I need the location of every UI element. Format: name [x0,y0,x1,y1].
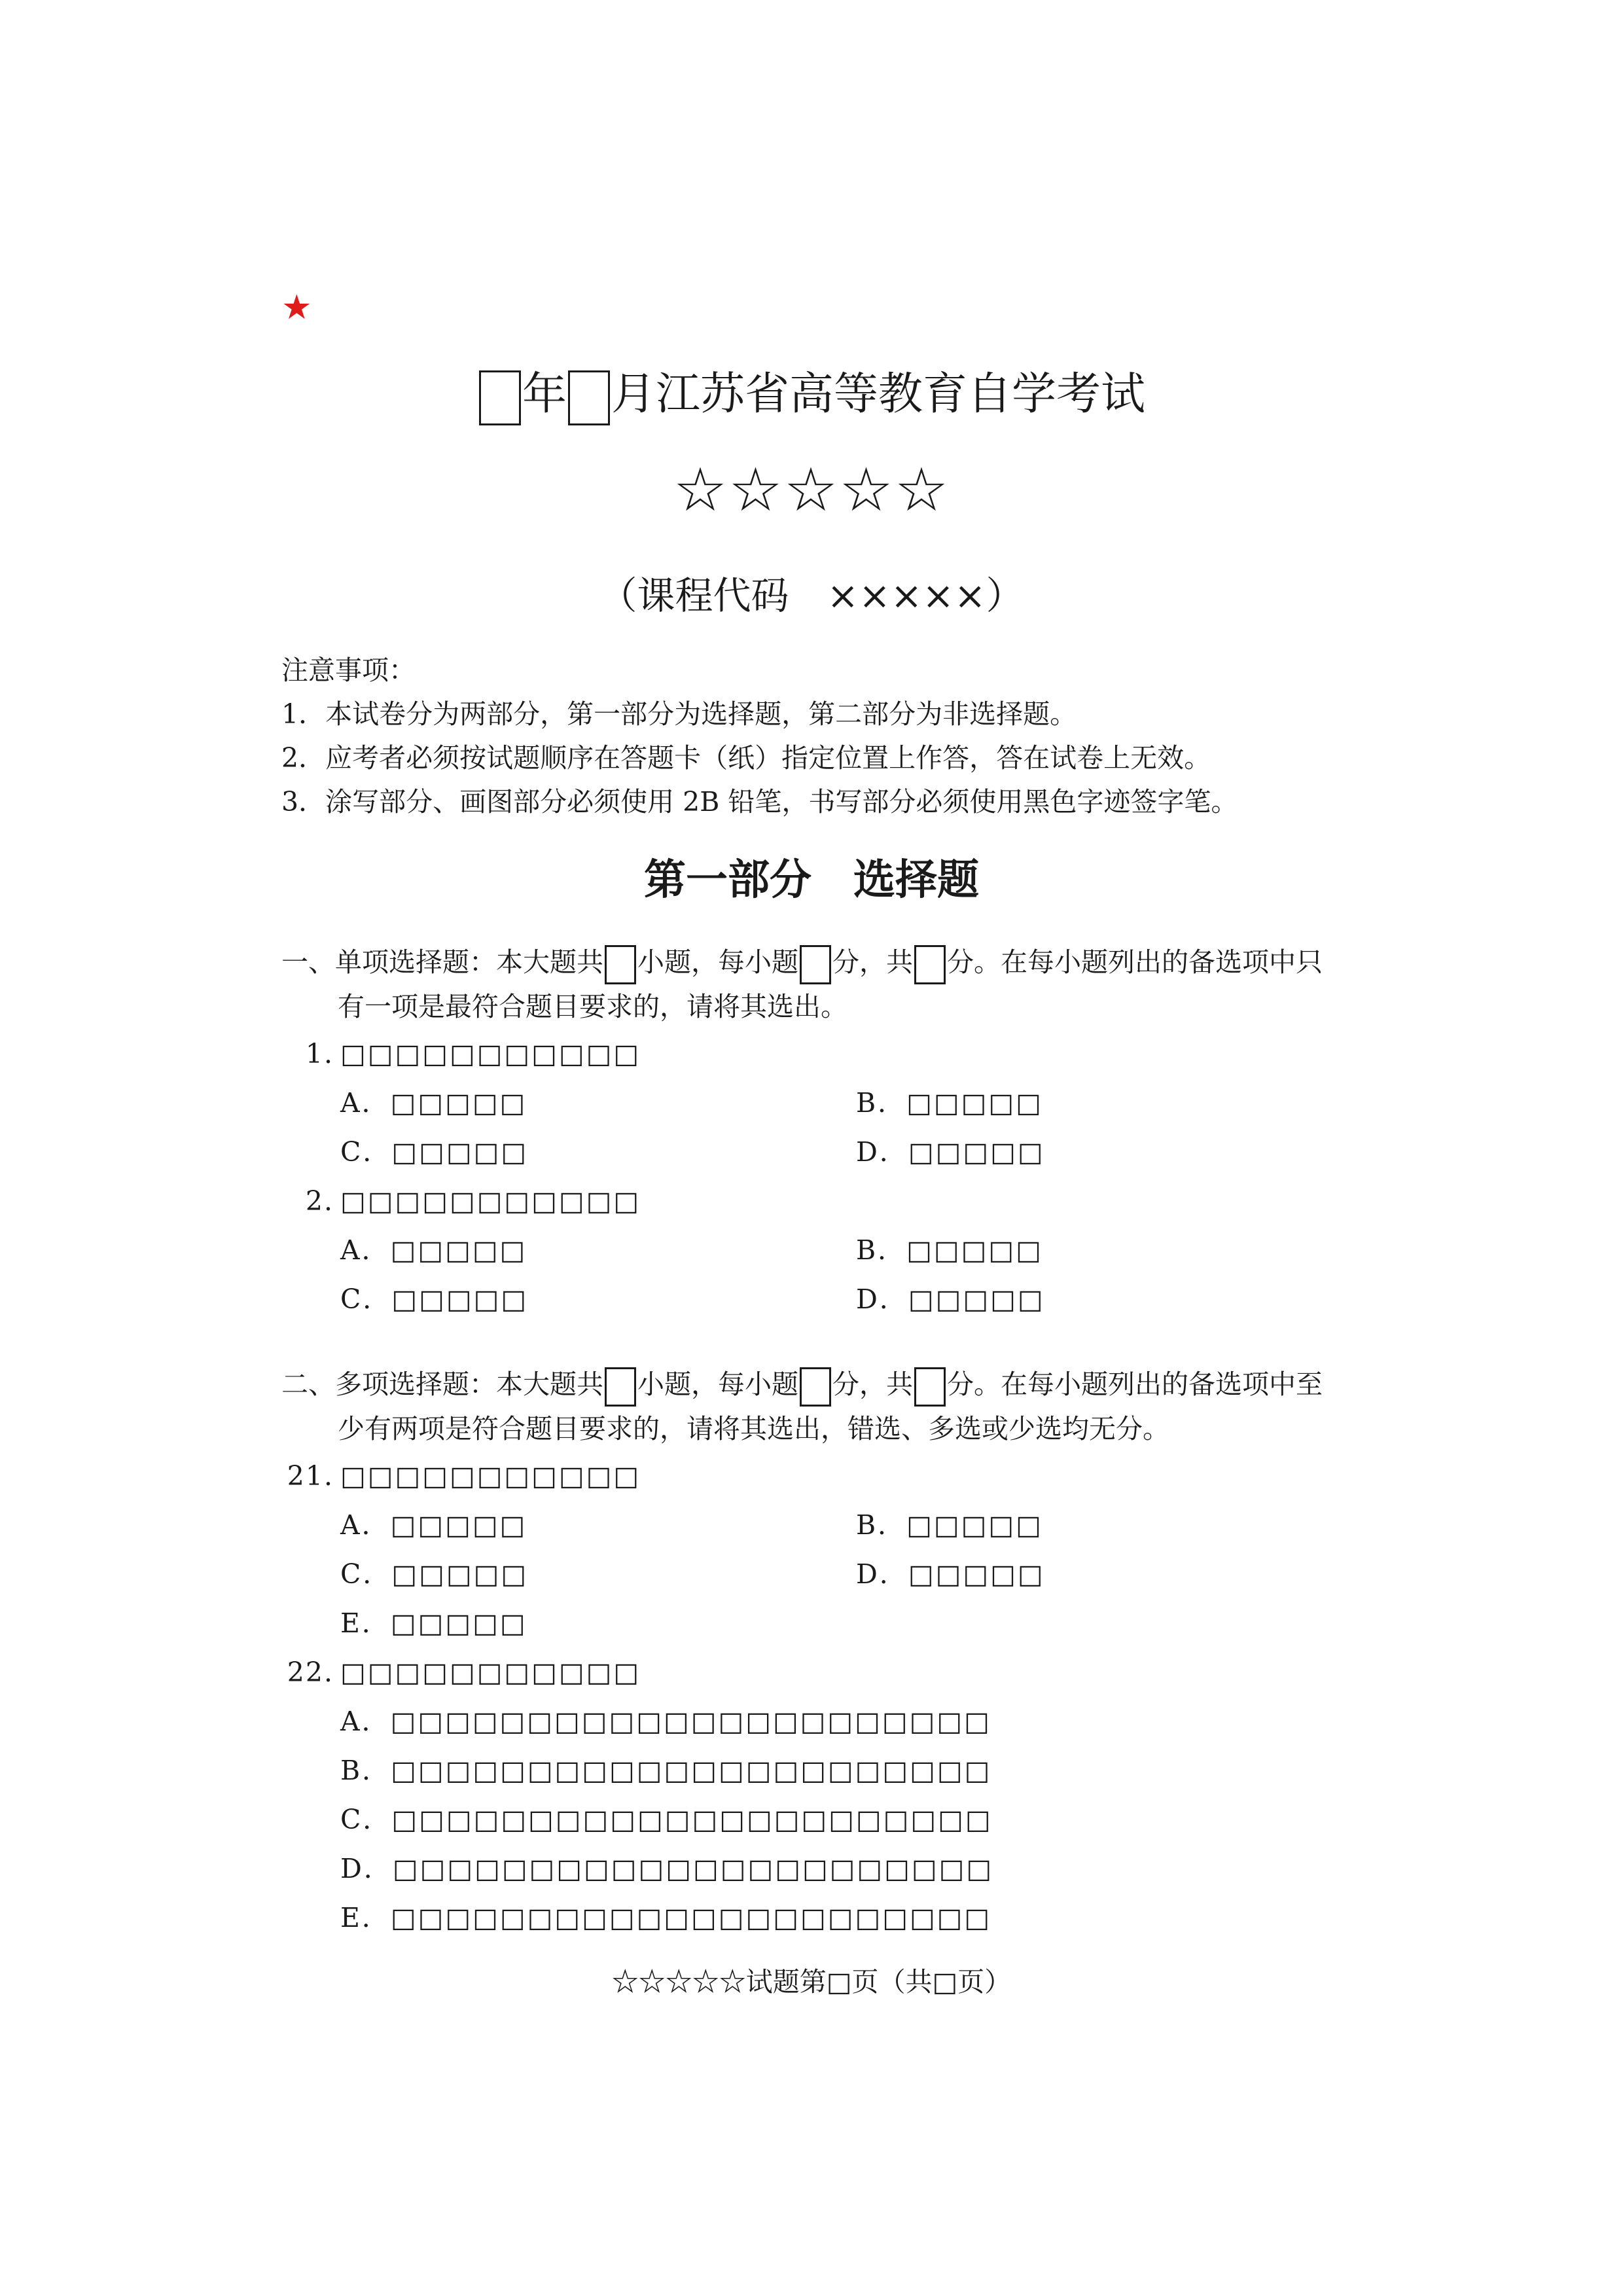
q1-option-d: D．□□□□□ [856,1136,1045,1168]
notice-item-2: 2．应考者必须按试题顺序在答题卡（纸）指定位置上作答，答在试卷上无效。 [281,742,1211,774]
section2-text-1: 二、多项选择题：本大题共 [281,1369,603,1400]
q2-option-c: C．□□□□□ [340,1283,529,1315]
course-code: （课程代码 ×××××） [599,573,1024,618]
q22-text: □□□□□□□□□□□ [340,1657,641,1688]
page-footer: ☆☆☆☆☆试题第□页（共□页） [611,1966,1012,1998]
q2-option-b: B．□□□□□ [856,1234,1043,1266]
section1-text-1: 一、单项选择题：本大题共 [281,946,603,978]
q22-option-b: B．□□□□□□□□□□□□□□□□□□□□□□ [340,1755,992,1786]
section1-points-blank [800,945,831,984]
q2-text: □□□□□□□□□□□ [340,1185,641,1217]
q21-option-d: D．□□□□□ [856,1558,1045,1590]
year-blank [479,370,521,425]
exam-title [0,365,1623,425]
q21-option-c: C．□□□□□ [340,1558,529,1590]
section1-total-blank [914,945,946,984]
section2-text-2: 小题，每小题 [637,1369,798,1400]
q21-option-a: A．□□□□□ [340,1509,527,1541]
q1-text: □□□□□□□□□□□ [340,1038,641,1069]
q2-number: 2. [305,1185,334,1217]
q21-number: 21. [287,1460,334,1492]
q22-option-d: D．□□□□□□□□□□□□□□□□□□□□□□ [340,1853,994,1884]
section2-points-blank [800,1367,831,1407]
notice-heading: 注意事项： [281,655,416,686]
section1-text-3: 分，共 [832,946,913,978]
month-blank [568,370,610,425]
q21-text: □□□□□□□□□□□ [340,1460,641,1492]
section1-heading-cont: 有一项是最符合题目要求的，请将其选出。 [338,991,847,1022]
notice-item-3: 3．涂写部分、画图部分必须使用 2B 铅笔，书写部分必须使用黑色字迹签字笔。 [281,786,1238,817]
section2-heading [281,1363,1323,1407]
section1-text-4: 分。在每小题列出的备选项中只 [947,946,1323,978]
section2-total-blank [914,1367,946,1407]
section2-text-3: 分，共 [832,1369,913,1400]
q1-option-a: A．□□□□□ [340,1087,527,1119]
section2-text-4: 分。在每小题列出的备选项中至 [947,1369,1323,1400]
q1-number: 1. [305,1038,334,1069]
section1-text-2: 小题，每小题 [637,946,798,978]
q1-option-c: C．□□□□□ [340,1136,529,1168]
star-mark: ★ [281,288,312,327]
subject-title: ☆☆☆☆☆ [673,455,950,525]
q22-option-c: C．□□□□□□□□□□□□□□□□□□□□□□ [340,1804,993,1835]
q2-option-a: A．□□□□□ [340,1234,527,1266]
q2-option-d: D．□□□□□ [856,1283,1045,1315]
q21-option-b: B．□□□□□ [856,1509,1043,1541]
q22-number: 22. [287,1657,334,1688]
part-title: 第一部分 选择题 [644,856,979,905]
notice-item-1: 1．本试卷分为两部分，第一部分为选择题，第二部分为非选择题。 [281,698,1077,730]
section1-count-blank [605,945,636,984]
q21-option-e: E．□□□□□ [340,1607,527,1639]
section2-count-blank [605,1367,636,1407]
title-rest: 月江苏省高等教育自学考试 [611,368,1146,420]
section2-heading-cont: 少有两项是符合题目要求的，请将其选出，错选、多选或少选均无分。 [338,1413,1169,1444]
title-year-suffix: 年 [522,368,567,420]
section1-heading [281,941,1323,984]
q1-option-b: B．□□□□□ [856,1087,1043,1119]
q22-option-e: E．□□□□□□□□□□□□□□□□□□□□□□ [340,1902,992,1933]
q22-option-a: A．□□□□□□□□□□□□□□□□□□□□□□ [340,1706,991,1737]
